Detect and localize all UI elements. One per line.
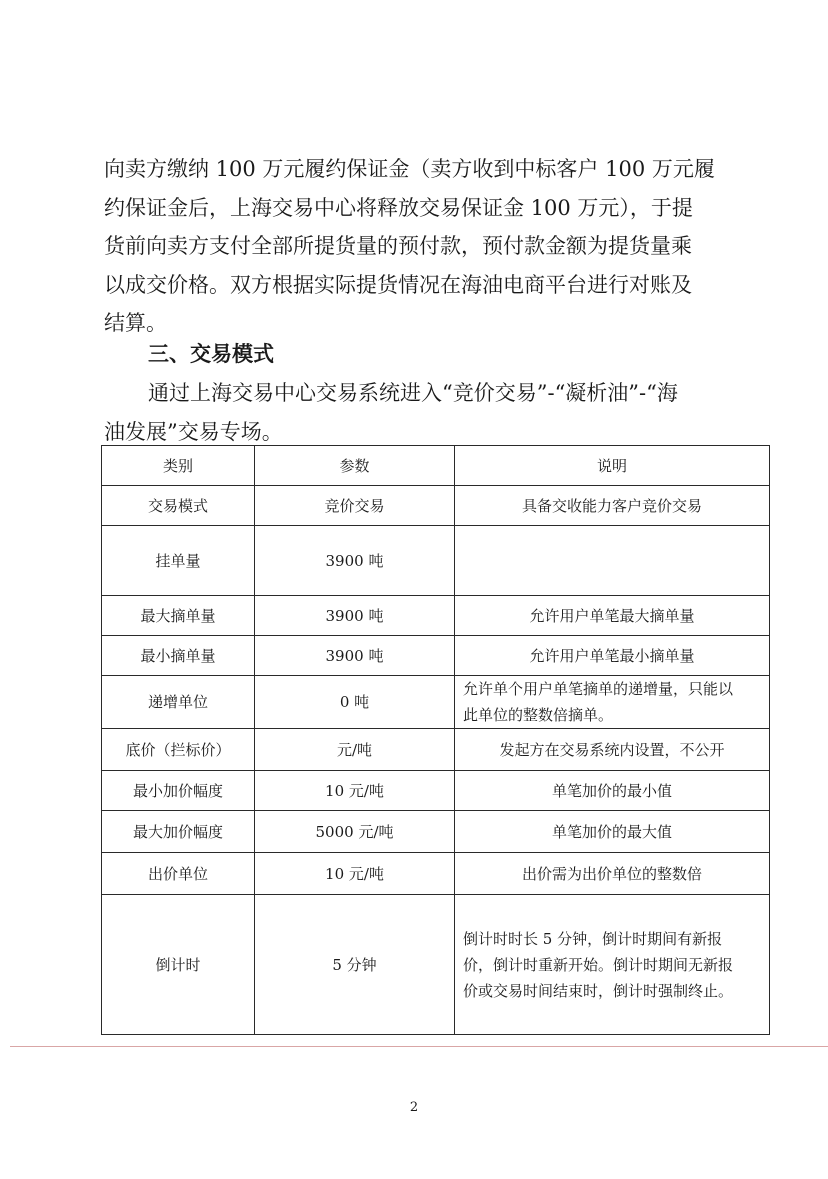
cell-category: 底价（拦标价）: [102, 729, 255, 771]
cell-param: 3900 吨: [255, 526, 455, 596]
section-heading: 三、交易模式: [148, 342, 274, 366]
table-header-row: [102, 446, 770, 486]
table-row: [102, 895, 770, 1035]
text-line: 以成交价格。双方根据实际提货情况在海油电商平台进行对账及: [104, 272, 692, 297]
cell-category: 挂单量: [102, 526, 255, 596]
table-row: [102, 636, 770, 676]
cell-param: 10 元/吨: [255, 853, 455, 895]
cell-param: 元/吨: [255, 729, 455, 771]
header-desc: 说明: [455, 446, 770, 486]
table-row: [102, 486, 770, 526]
desc-line: 单笔加价的最大值: [551, 822, 672, 841]
body-paragraph-1: [104, 150, 744, 343]
table-row: [102, 771, 770, 811]
body-paragraph-2: [104, 374, 744, 451]
text-line: 通过上海交易中心交易系统进入“竞价交易”-“凝析油”-“海: [148, 381, 678, 405]
cell-category: 最大加价幅度: [102, 811, 255, 853]
cell-category: 交易模式: [102, 486, 255, 526]
table-row: [102, 729, 770, 771]
cell-param: 5 分钟: [255, 895, 455, 1035]
cell-desc: [455, 811, 770, 853]
desc-line: 价或交易时间结束时，倒计时强制终止。: [463, 981, 734, 1000]
cell-desc: [455, 636, 770, 676]
cell-desc: [455, 486, 770, 526]
page-number: 2: [409, 1100, 419, 1115]
cell-category: 最小摘单量: [102, 636, 255, 676]
cell-param: 3900 吨: [255, 596, 455, 636]
text-line: 货前向卖方支付全部所提货量的预付款，预付款金额为提货量乘: [104, 234, 692, 258]
desc-line: 允许用户单笔最大摘单量: [529, 606, 695, 625]
cell-desc: [455, 526, 770, 596]
cell-desc: [455, 771, 770, 811]
cell-category: 最小加价幅度: [102, 771, 255, 811]
desc-line: 价，倒计时重新开始。倒计时期间无新报: [463, 955, 734, 974]
cell-desc: [455, 596, 770, 636]
desc-line: 倒计时时长 5 分钟，倒计时期间有新报: [463, 929, 723, 948]
cell-param: 10 元/吨: [255, 771, 455, 811]
cell-param: 0 吨: [255, 676, 455, 729]
cell-desc: [455, 729, 770, 771]
table-row: [102, 526, 770, 596]
cell-param: 5000 元/吨: [255, 811, 455, 853]
table-row: [102, 596, 770, 636]
cell-desc: [455, 895, 770, 1035]
text-line: 结算。: [104, 311, 167, 335]
text-line: 约保证金后，上海交易中心将释放交易保证金 100 万元），于提: [104, 195, 693, 220]
desc-line: 出价需为出价单位的整数倍: [521, 864, 702, 883]
cell-param: 3900 吨: [255, 636, 455, 676]
cell-param: 竞价交易: [255, 486, 455, 526]
cell-desc: [455, 853, 770, 895]
trading-parameters-table: [101, 445, 770, 1035]
table-row: [102, 676, 770, 729]
cell-category: 倒计时: [102, 895, 255, 1035]
header-param: 参数: [255, 446, 455, 486]
desc-line: 发起方在交易系统内设置，不公开: [499, 740, 725, 759]
header-category: 类别: [102, 446, 255, 486]
desc-line: 此单位的整数倍摘单。: [463, 706, 614, 724]
desc-line: 单笔加价的最小值: [551, 781, 672, 800]
cell-category: 递增单位: [102, 676, 255, 729]
text-line: 油发展”交易专场。: [104, 419, 283, 444]
table-row: [102, 811, 770, 853]
text-line: 向卖方缴纳 100 万元履约保证金（卖方收到中标客户 100 万元履: [104, 157, 715, 181]
cell-category: 出价单位: [102, 853, 255, 895]
page-divider: [10, 1046, 828, 1047]
desc-line: 允许单个用户单笔摘单的递增量，只能以: [463, 680, 734, 698]
desc-line: 具备交收能力客户竞价交易: [521, 496, 702, 515]
cell-desc: [455, 676, 770, 729]
cell-category: 最大摘单量: [102, 596, 255, 636]
table-row: [102, 853, 770, 895]
desc-line: 允许用户单笔最小摘单量: [529, 646, 695, 665]
